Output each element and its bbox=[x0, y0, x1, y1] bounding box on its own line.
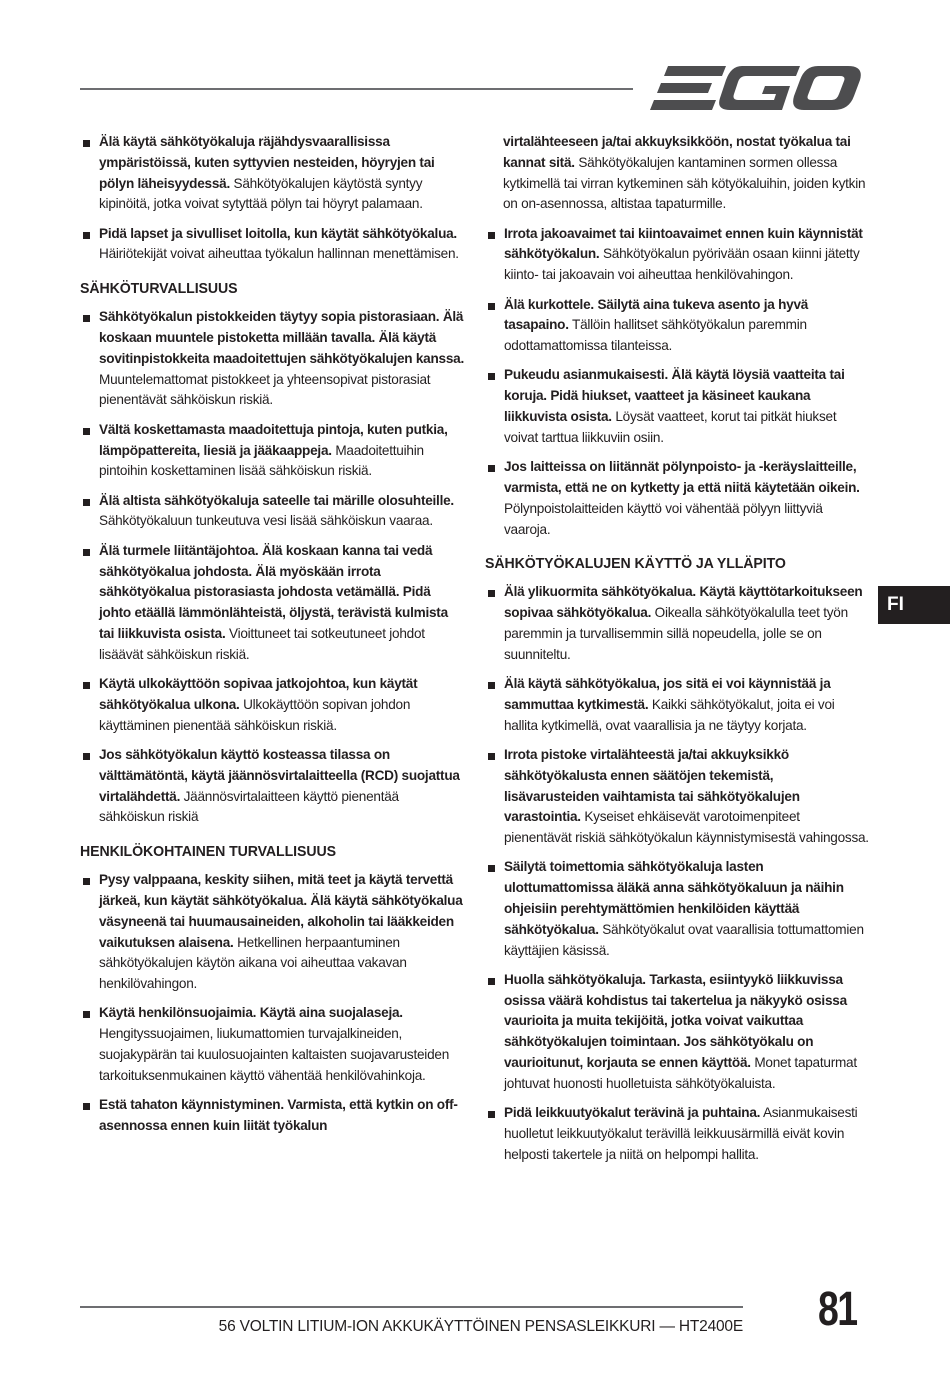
item-body-text: Oikealla sähkötyökalulla teet työn paremmin ja turvallisemmin sillä nopeudella, jolle se on suunniteltu. bbox=[504, 605, 848, 662]
list-item bbox=[485, 457, 870, 540]
square-bullet-icon bbox=[488, 978, 495, 985]
language-tab: FI bbox=[878, 586, 950, 624]
square-bullet-icon bbox=[488, 865, 495, 872]
list-item-continued bbox=[485, 132, 870, 215]
list-item bbox=[80, 491, 465, 533]
square-bullet-icon bbox=[488, 682, 495, 689]
list-item bbox=[485, 745, 870, 849]
item-lead-text: Irrota jakoavaimet tai kiintoavaimet ennen kuin käynnistät sähkötyökalun. bbox=[504, 225, 863, 262]
square-bullet-icon bbox=[488, 753, 495, 760]
list-item bbox=[80, 674, 465, 736]
item-lead-text: Älä ylikuormita sähkötyökalua. Käytä käyttötarkoitukseen sopivaa sähkötyökalua. bbox=[504, 584, 863, 621]
square-bullet-icon bbox=[83, 499, 90, 506]
item-body-text: Tällöin hallitset sähkötyökalun paremmin odottamattomissa tilanteissa. bbox=[504, 317, 807, 354]
square-bullet-icon bbox=[83, 1103, 90, 1110]
list-item bbox=[80, 224, 465, 266]
item-body-text: Muuntelemattomat pistokkeet ja yhteensopivat pistorasiat pienentävät sähköiskun riskiä. bbox=[99, 371, 431, 408]
left-column bbox=[80, 132, 465, 1145]
item-body-text: Häiriötekijät voivat aiheuttaa työkalun hallinnan menettämisen. bbox=[99, 246, 459, 262]
square-bullet-icon bbox=[83, 682, 90, 689]
item-lead-text: Älä kurkottele. Säilytä aina tukeva asento ja hyvä tasapaino. bbox=[504, 296, 809, 333]
list-item bbox=[485, 365, 870, 448]
square-bullet-icon bbox=[83, 1011, 90, 1018]
list-item bbox=[485, 295, 870, 357]
item-body-text: Maadoitettuihin pintoihin koskettaminen lisää sähköiskun riskiä. bbox=[99, 442, 424, 479]
item-lead-text: virtalähteeseen ja/tai akkuyksikköön, nostat työkalua tai kannat sitä. bbox=[503, 134, 851, 170]
footer-rule bbox=[80, 1306, 743, 1308]
item-lead-text: Jos laitteissa on liitännät pölynpoisto- ja -keräyslaitteille, varmista, että ne on kytketty ja että niitä käytetään oikein. bbox=[504, 459, 860, 495]
item-body-text: Ulkokäyttöön sopivan johdon käyttäminen pienentää sähköiskun riskiä. bbox=[99, 696, 411, 733]
right-column bbox=[485, 132, 870, 1174]
page-number: 81 bbox=[818, 1283, 857, 1336]
list-item bbox=[80, 870, 465, 995]
item-lead-text: Estä tahaton käynnistyminen. Varmista, että kytkin on off-asennossa ennen kuin liität työkalun bbox=[99, 1097, 458, 1133]
list-item bbox=[80, 420, 465, 482]
list-item bbox=[80, 1003, 465, 1086]
item-lead-text: Jos sähkötyökalun käyttö kosteassa tilassa on välttämätöntä, käytä jäännösvirtalaitteella (RCD) suojattua virtalähdettä. bbox=[99, 746, 460, 804]
square-bullet-icon bbox=[83, 878, 90, 885]
list-item bbox=[80, 1095, 465, 1137]
item-lead-text: Älä altista sähkötyökaluja sateelle tai märille olosuhteille. bbox=[99, 492, 454, 508]
item-lead-text: Säilytä toimettomia sähkötyökaluja lasten ulottumattomissa äläkä anna sähkötyökaluun ja näihin ohjeisiin perehtymättömien henkilöiden käyttää sähkötyökalua. bbox=[504, 859, 844, 937]
list-item bbox=[485, 1103, 870, 1165]
item-body-text: Sähkötyökalujen käytöstä syntyy kipinöitä, jotka voivat sytyttää pölyn tai höyryt palamaan. bbox=[99, 175, 423, 212]
item-lead-text: Pidä leikkuutyökalut terävinä ja puhtaina. bbox=[504, 1105, 761, 1121]
item-body-text: Löysät vaatteet, korut tai pitkät hiukset voivat tarttua liikkuviin osiin. bbox=[504, 409, 837, 445]
item-body-text: Kyseiset ehkäisevät varotoimenpiteet pienentävät riskiä sähkötyökalun käynnistymisestä vahingossa. bbox=[504, 809, 869, 846]
item-lead-text: Pysy valppaana, keskity siihen, mitä teet ja käytä tervettä järkeä, kun käytät sähkötyökalua. Älä käytä sähkötyökalua väsyneenä tai huumausaineiden, alkoholin tai lääkkeiden vaikutuksen alaisena. bbox=[99, 872, 463, 950]
item-lead-text: Vältä koskettamasta maadoitettuja pintoja, kuten putkia, lämpöpattereita, liesiä ja jääkaappeja. bbox=[99, 421, 448, 458]
item-lead-text: Pidä lapset ja sivulliset loitolla, kun käytät sähkötyökalua. bbox=[99, 225, 457, 241]
list-item bbox=[485, 857, 870, 961]
item-body-text: Monet tapaturmat johtuvat huonosti huolletuista sähkötyökaluista. bbox=[504, 1055, 857, 1091]
item-body-text: Sähkötyökalut ovat vaarallisia tottumattomien käyttäjien käsissä. bbox=[504, 921, 864, 958]
item-body-text: Hengityssuojaimen, liukumattomien turvajalkineiden, suojakypärän tai kuulosuojainten kaltaisten suojavarusteiden tarkoituksenmukainen käyttö vähentää henkilövahinkoja. bbox=[99, 1026, 450, 1083]
section-heading: HENKILÖKOHTAINEN TURVALLISUUS bbox=[80, 844, 336, 861]
item-lead-text: Pukeudu asianmukaisesti. Älä käytä löysiä vaatteita tai koruja. Pidä hiukset, vaatteet ja käsineet kaukana liikkuvista osista. bbox=[504, 367, 845, 425]
item-body-text: Sähkötyökaluun tunkeutuva vesi lisää sähköiskun vaaraa. bbox=[99, 513, 433, 529]
square-bullet-icon bbox=[488, 590, 495, 597]
square-bullet-icon bbox=[83, 753, 90, 760]
list-item bbox=[485, 224, 870, 286]
item-lead-text: Älä käytä sähkötyökaluja räjähdysvaarallisissa ympäristöissä, kuten syttyvien nesteiden, höyryjen tai pölyn läheisyydessä. bbox=[99, 134, 435, 191]
item-lead-text: Irrota pistoke virtalähteestä ja/tai akkuyksikkö sähkötyökalusta ennen säätöjen tekemistä, lisävarusteiden vaihtamista tai sähkötyökalujen varastointia. bbox=[504, 746, 800, 825]
list-item bbox=[485, 674, 870, 736]
item-body-text: Sähkötyökalujen kantaminen sormen ollessa kytkimellä tai virran kytkeminen säh kötyökaluihin, joiden kytkin on on-asennossa, altistaa tapaturmille. bbox=[503, 154, 866, 212]
item-body-text: Hetkellinen herpaantuminen sähkötyökalujen käytön aikana voi aiheuttaa vakavan henkilövahingon. bbox=[99, 934, 407, 992]
list-item bbox=[80, 132, 465, 215]
footer-title: 56 VOLTIN LITIUM-ION AKKUKÄYTTÖINEN PENSASLEIKKURI — HT2400E bbox=[218, 1318, 743, 1335]
list-item bbox=[485, 970, 870, 1095]
square-bullet-icon bbox=[83, 232, 90, 239]
item-lead-text: Käytä ulkokäyttöön sopivaa jatkojohtoa, kun käytät sähkötyökalua ulkona. bbox=[99, 676, 418, 712]
list-item bbox=[485, 582, 870, 665]
square-bullet-icon bbox=[83, 428, 90, 435]
item-body-text: Vioittuneet tai sotkeutuneet johdot lisäävät sähköiskun riskiä. bbox=[99, 625, 425, 662]
square-bullet-icon bbox=[83, 140, 90, 147]
square-bullet-icon bbox=[488, 303, 495, 310]
square-bullet-icon bbox=[83, 549, 90, 556]
item-lead-text: Sähkötyökalun pistokkeiden täytyy sopia pistorasiaan. Älä koskaan muuntele pistoketta millään tavalla. Älä käytä sovitinpistokkeita maadoitettujen sähkötyökalujen kanssa. bbox=[99, 309, 464, 366]
square-bullet-icon bbox=[488, 1111, 495, 1118]
item-body-text: Asianmukaisesti huolletut leikkuutyökalut terävillä leikkuusärmillä eivät kovin helposti takertele ja niitä on helpompi hallita. bbox=[504, 1105, 858, 1162]
square-bullet-icon bbox=[488, 373, 495, 380]
section-heading: SÄHKÖTURVALLISUUS bbox=[80, 281, 238, 298]
item-body-text: Jäännösvirtalaitteen käyttö pienentää sähköiskun riskiä bbox=[99, 788, 399, 825]
item-lead-text: Käytä henkilönsuojaimia. Käytä aina suojalaseja. bbox=[99, 1005, 403, 1021]
item-lead-text: Huolla sähkötyökaluja. Tarkasta, esiintyykö liikkuvissa osissa väärä kohdistus tai takertelua ja näkyykö osissa vaurioita ja muita tekijöitä, jotka voivat vaikuttaa sähkötyökalujen toimintaan. Jos sähkötyökalu on vaurioitunut, korjauta se ennen käyttöä. bbox=[504, 971, 847, 1071]
square-bullet-icon bbox=[488, 465, 495, 472]
section-heading: SÄHKÖTYÖKALUJEN KÄYTTÖ JA YLLÄPITO bbox=[485, 556, 786, 573]
item-body-text: Pölynpoistolaitteiden käyttö voi vähentää pölyyn liittyviä vaaroja. bbox=[504, 500, 823, 537]
square-bullet-icon bbox=[83, 315, 90, 322]
ego-logo bbox=[650, 62, 862, 114]
list-item bbox=[80, 745, 465, 828]
item-body-text: Kaikki sähkötyökalut, joita ei voi hallita kytkimellä, ovat vaarallisia ja ne täytyy korjata. bbox=[504, 696, 835, 733]
header-rule bbox=[80, 88, 633, 90]
list-item bbox=[80, 307, 465, 411]
square-bullet-icon bbox=[488, 232, 495, 239]
item-lead-text: Älä käytä sähkötyökalua, jos sitä ei voi käynnistää ja sammuttaa kytkimestä. bbox=[504, 676, 831, 712]
list-item bbox=[80, 541, 465, 666]
item-lead-text: Älä turmele liitäntäjohtoa. Älä koskaan kanna tai vedä sähkötyökalua johdosta. Älä myöskään irrota sähkötyökalua pistorasiasta johdosta vetämällä. Pidä johto etäällä lämmönlähteistä, öljystä, terävistä kulmista tai liikkuvista osista. bbox=[99, 542, 448, 641]
item-body-text: Sähkötyökalun pyörivään osaan kiinni jätetty kiinto- tai jakoavain voi aiheuttaa henkilövahingon. bbox=[504, 246, 860, 283]
